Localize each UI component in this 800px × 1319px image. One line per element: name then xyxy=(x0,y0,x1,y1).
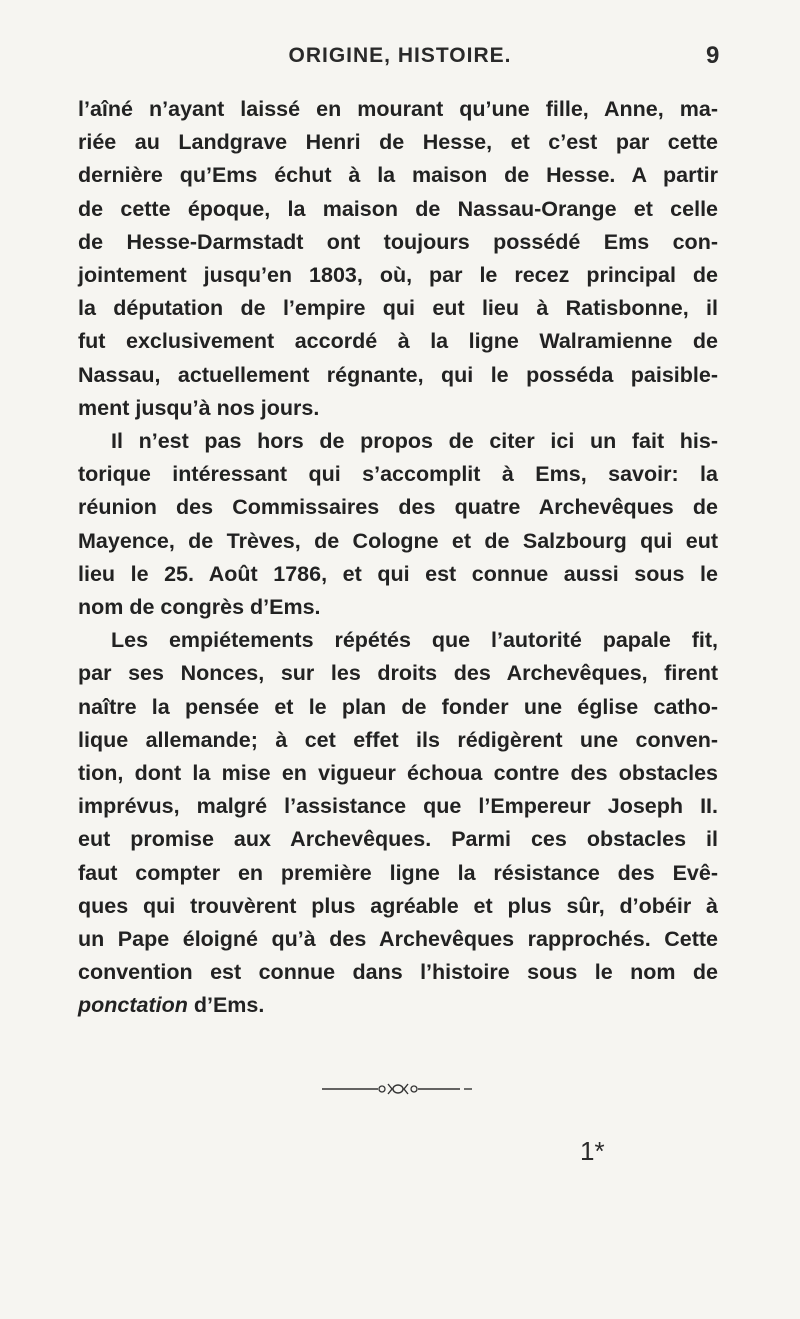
text-line: ques qui trouvèrent plus agréable et plus sûr, d’obéir à xyxy=(78,893,718,918)
section-end-ornament xyxy=(322,1082,472,1096)
text-line: réunion des Commissaires des quatre Archevêques de xyxy=(78,495,718,520)
text-line: de cette époque, la maison de Nassau-Orange et celle xyxy=(78,196,718,221)
text-line: par ses Nonces, sur les droits des Archevêques, firent xyxy=(78,661,718,686)
paragraph-1 xyxy=(78,93,718,425)
text-line: imprévus, malgré l’assistance que l’Empereur Joseph II. xyxy=(78,794,718,819)
text-line: de Hesse-Darmstadt ont toujours possédé Ems con- xyxy=(78,229,718,254)
text-line: nom de congrès d’Ems. xyxy=(78,595,321,620)
italic-term: ponctation xyxy=(78,993,188,1018)
text-line: Mayence, de Trèves, de Cologne et de Salzbourg qui eut xyxy=(78,528,718,553)
text-line: eut promise aux Archevêques. Parmi ces obstacles il xyxy=(78,827,718,852)
signature-mark: 1* xyxy=(580,1136,605,1166)
text-line: torique intéressant qui s’accomplit à Ems, savoir: la xyxy=(78,462,718,487)
text-line: dernière qu’Ems échut à la maison de Hesse. A partir xyxy=(78,163,718,188)
text-line: tion, dont la mise en vigueur échoua contre des obstacles xyxy=(78,761,718,786)
running-title: ORIGINE, HISTOIRE. xyxy=(288,44,512,67)
text-line-closing xyxy=(78,989,718,1022)
text-line: lieu le 25. Août 1786, et qui est connue aussi sous le xyxy=(78,561,718,586)
text-line: Il n’est pas hors de propos de citer ici un fait his- xyxy=(111,429,718,454)
body-text xyxy=(78,93,718,1023)
text-line: lique allemande; à cet effet ils rédigèrent une conven- xyxy=(78,727,718,752)
text-line: naître la pensée et le plan de fonder une église catho- xyxy=(78,694,718,719)
text-line: fut exclusivement accordé à la ligne Walramienne de xyxy=(78,329,718,354)
text-line: jointement jusqu’en 1803, où, par le recez principal de xyxy=(78,263,718,288)
paragraph-2 xyxy=(78,425,718,624)
page-number: 9 xyxy=(706,42,720,69)
text-line: faut compter en première ligne la résistance des Evê- xyxy=(78,860,718,885)
text-line: Nassau, actuellement régnante, qui le posséda paisible- xyxy=(78,362,718,387)
text-line: ment jusqu’à nos jours. xyxy=(78,395,320,420)
text-line: la députation de l’empire qui eut lieu à Ratisbonne, il xyxy=(78,296,718,321)
text-line: riée au Landgrave Henri de Hesse, et c’est par cette xyxy=(78,130,718,155)
paragraph-3 xyxy=(78,624,718,1022)
text-line: l’aîné n’ayant laissé en mourant qu’une fille, Anne, ma- xyxy=(78,97,718,121)
closing-text: d’Ems. xyxy=(187,993,265,1018)
text-line: un Pape éloigné qu’à des Archevêques rapprochés. Cette xyxy=(78,927,718,952)
text-line: convention est connue dans l’histoire sous le nom de xyxy=(78,960,718,985)
text-line: Les empiétements répétés que l’autorité papale fit, xyxy=(111,628,718,653)
